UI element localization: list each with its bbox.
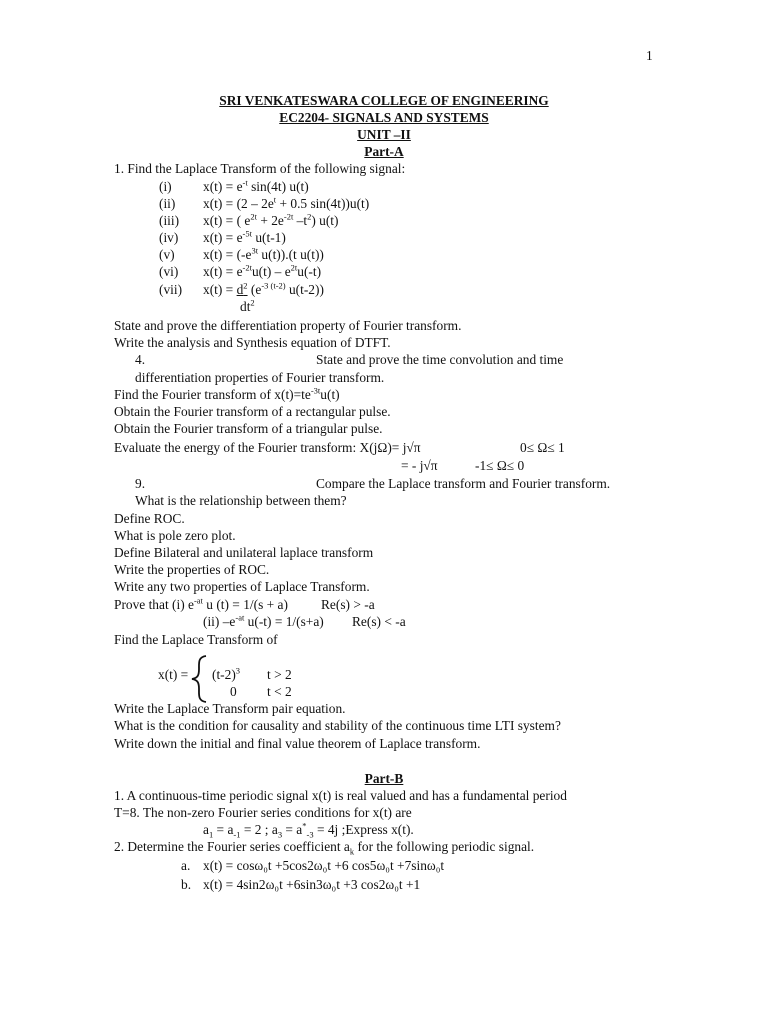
question-line: State and prove the differentiation property of Fourier transform. xyxy=(114,318,462,333)
part-b-heading: Part-B xyxy=(364,771,404,786)
question-line: Write the properties of ROC. xyxy=(114,562,270,577)
condition-text: 0≤ Ω≤ 1 xyxy=(520,440,565,455)
derivative-denominator: $dt^2$ xyxy=(240,297,255,314)
sub-label: (i) xyxy=(159,179,172,194)
sub-equation: $x(t) = e^{-t}$ sin(4t) u(t) xyxy=(203,177,309,194)
unit-title: UNIT –II xyxy=(357,127,411,142)
college-title: SRI VENKATESWARA COLLEGE OF ENGINEERING xyxy=(219,93,549,108)
piecewise-lhs: x(t) = xyxy=(158,667,189,682)
question-line: differentiation properties of Fourier transform. xyxy=(135,370,385,385)
question-line: Evaluate the energy of the Fourier transform: X(jΩ)= j√π xyxy=(114,440,421,455)
sub-label: (vi) xyxy=(159,264,179,279)
question-line: 2. Determine the Fourier series coefficient $a_k$ for the following periodic signal. xyxy=(114,839,535,857)
piecewise-cond: t < 2 xyxy=(267,684,292,699)
question-line: Define ROC. xyxy=(114,511,185,526)
question-line: Obtain the Fourier transform of a rectangular pulse. xyxy=(114,404,391,419)
question-line: $a_1 = a_{-1} = 2$ ; $a_3 = a^*_{-3} = 4j$ ;Express x(t). xyxy=(203,820,414,840)
sub-label: (vii) xyxy=(159,282,183,297)
question-1: 1. Find the Laplace Transform of the following signal: xyxy=(114,161,406,176)
question-line: T=8. The non-zero Fourier series conditions for x(t) are xyxy=(114,805,412,820)
piecewise-expr: 0 xyxy=(230,684,237,699)
question-number: 9. xyxy=(135,476,146,491)
sub-equation: $x(t) = e^{-2t}u(t) - e^{2t}u(-t)$ xyxy=(203,262,322,279)
question-line: = - j√π xyxy=(401,458,438,473)
course-title: EC2204- SIGNALS AND SYSTEMS xyxy=(279,110,489,125)
sub-label: (v) xyxy=(159,247,175,262)
question-line: What is pole zero plot. xyxy=(114,528,236,543)
question-line: Prove that (i) $e^{-at}$ u (t) = 1/(s + a) xyxy=(114,595,288,612)
sub-label: a. xyxy=(181,858,191,873)
sub-equation: x(t) = 4sin2ω₀t +6sin3ω₀t +3 cos2ω₀t +1 xyxy=(203,877,421,892)
sub-equation: $x(t) = d^2$ ($e^{-3 (t-2)}$ u(t-2)) xyxy=(203,280,324,297)
question-line: Write any two properties of Laplace Transform. xyxy=(114,579,370,594)
question-line: Find the Fourier transform of $x(t)=te^{-3t}u(t)$ xyxy=(114,385,340,402)
sub-equation: x(t) = cosω₀t +5cos2ω₀t +6 cos5ω₀t +7sinω₀t xyxy=(203,858,445,873)
sub-label: b. xyxy=(181,877,192,892)
sub-label: (iv) xyxy=(159,230,179,245)
question-line: State and prove the time convolution and time xyxy=(316,352,564,367)
question-line: Compare the Laplace transform and Fourier transform. xyxy=(316,476,611,491)
sub-label: (ii) xyxy=(159,196,176,211)
question-line: What is the condition for causality and stability of the continuous time LTI system? xyxy=(114,718,561,733)
question-line: Obtain the Fourier transform of a triangular pulse. xyxy=(114,421,383,436)
sub-equation: $x(t) = (-e^{3t}$ u(t)).(t u(t)) xyxy=(203,245,324,262)
sub-label: (iii) xyxy=(159,213,180,228)
left-brace-symbol xyxy=(190,655,208,703)
sub-equation: x(t) = ( $e^{2t} + 2e^{-2t}$ $-t^2$) u(t) xyxy=(203,211,339,228)
sub-equation: $x(t) = e^{-5t}$ u(t-1) xyxy=(203,228,286,245)
page-number: 1 xyxy=(646,48,653,63)
condition-text: -1≤ Ω≤ 0 xyxy=(475,458,525,473)
question-line: Write down the initial and final value theorem of Laplace transform. xyxy=(114,736,481,751)
sub-equation: $x(t) = (2 - 2e^t + 0.5$ sin(4t))u(t) xyxy=(203,194,370,211)
question-line: (ii) $-e^{-at}$ u(-t) = 1/(s+a) xyxy=(203,612,324,629)
condition-text: Re(s) > -a xyxy=(321,597,375,612)
question-line: Define Bilateral and unilateral laplace transform xyxy=(114,545,374,560)
question-line: Find the Laplace Transform of xyxy=(114,632,278,647)
piecewise-expr: $(t-2)^3$ xyxy=(212,665,241,682)
question-line: Write the Laplace Transform pair equation. xyxy=(114,701,346,716)
question-number: 4. xyxy=(135,352,146,367)
question-line: Write the analysis and Synthesis equation of DTFT. xyxy=(114,335,391,350)
question-line: 1. A continuous-time periodic signal x(t) is real valued and has a fundamental period xyxy=(114,788,567,803)
condition-text: Re(s) < -a xyxy=(352,614,406,629)
question-line: What is the relationship between them? xyxy=(135,493,347,508)
piecewise-cond: t > 2 xyxy=(267,667,292,682)
part-a-heading: Part-A xyxy=(364,144,404,159)
